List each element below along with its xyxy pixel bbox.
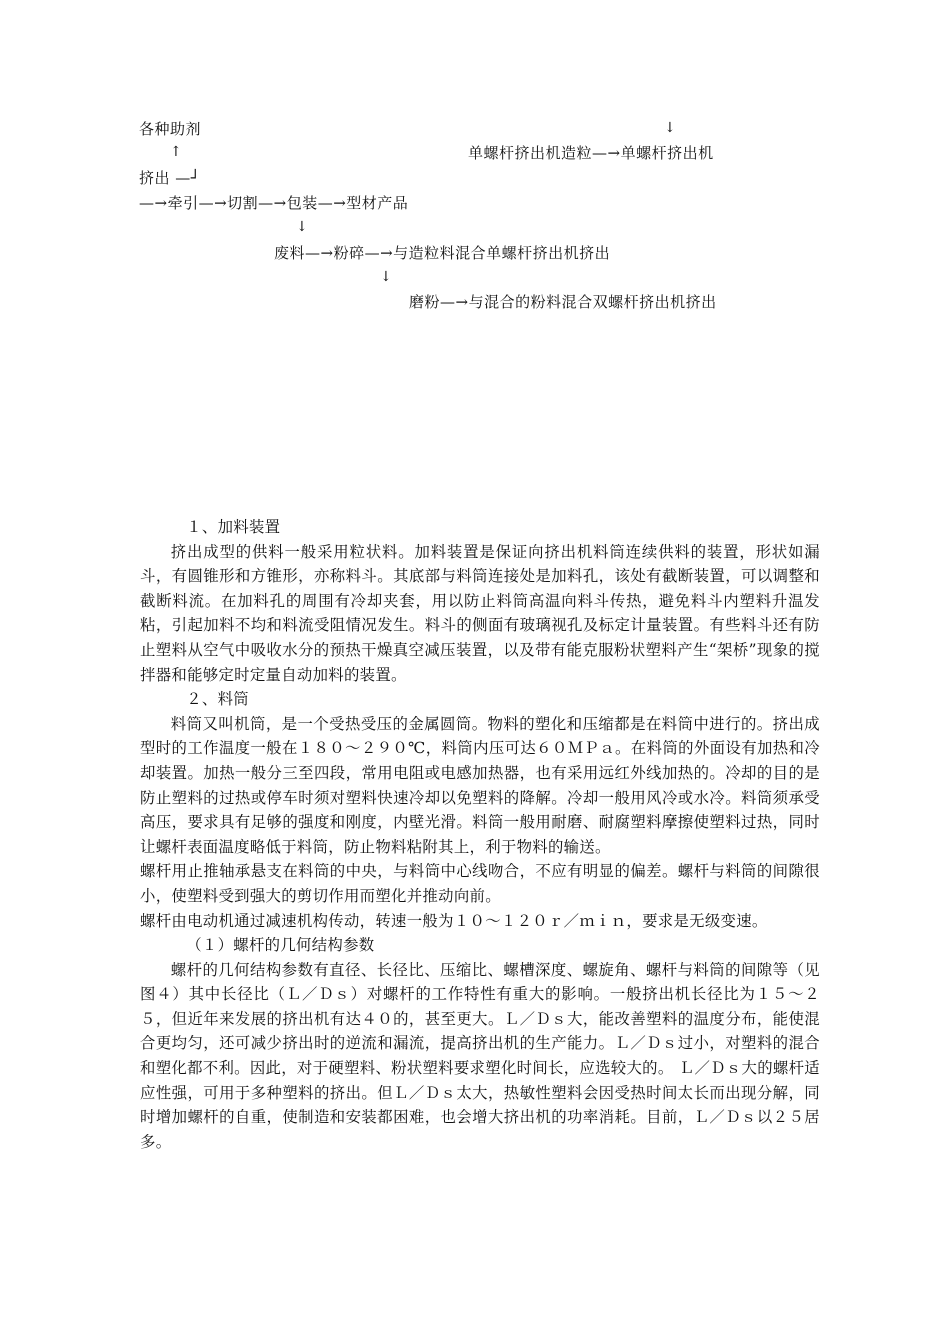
section-heading-feeding-device: １、加料装置 [186,518,281,536]
up-arrow-icon: ↑ [170,144,182,160]
paragraph-feeding-device: 挤出成型的供料一般采用粒状料。加料装置是保证向挤出机料筒连续供料的装置，形状如漏斗，有圆锥形和方锥形，亦称料斗。其底部与料筒连接处是加料孔，该处有截断装置，可以调整和截断料流。在加料孔的周围有冷却夹套，用以防止料筒高温向料斗传热，避免料斗内塑料升温发粘，引起加料不均和料流受阻情况发生。料斗的侧面有玻璃视孔及标定计量装置。有些料斗还有防止塑料从空气中吸收水分的预热干燥真空减压装置，以及带有能克服粉状塑料产生“架桥”现象的搅拌器和能够定时定量自动加料的装置。 [140,542,820,684]
section-heading-barrel: ２、料筒 [186,690,249,709]
down-arrow-icon: ↓ [664,120,676,136]
flow-line-single-screw: 单螺杆挤出机造粒—→单螺杆挤出机 [468,144,714,162]
paragraph-screw-drive: 螺杆由电动机通过减速机构传动，转速一般为１０～１２０ｒ／ｍｉｎ，要求是无级变速。 [140,911,768,930]
down-arrow-icon: ↓ [296,219,308,235]
down-arrow-icon: ↓ [380,269,392,285]
paragraph-barrel: 料筒又叫机筒，是一个受热受压的金属圆筒。物料的塑化和压缩都是在料筒中进行的。挤出成型时的工作温度一般在１８０～２９０℃，料筒内压可达６０ＭＰａ。在料筒的外面设有加热和冷却装置。加热一般分三至四段，常用电阻或电感加热器，也有采用远红外线加热的。冷却的目的是防止塑料的过热或停车时须对塑料快速冷却以免塑料的降解。冷却一般用风冷或水冷。料筒须承受高压，要求具有足够的强度和刚度，内壁光滑。料筒一般用耐磨、耐腐塑料摩擦使塑料过热，同时让螺杆表面温度略低于料筒，防止物料粘附其上，利于物料的输送。 [140,714,820,856]
flow-line-grind: 磨粉—→与混合的粉料混合双螺杆挤出机挤出 [409,293,717,311]
flow-node-extrude: 挤出 —┘ [139,169,201,187]
flow-line-waste: 废料—→粉碎—→与造粒料混合单螺杆挤出机挤出 [274,244,611,262]
section-heading-screw-geometry: （１）螺杆的几何结构参数 [186,936,375,955]
paragraph-screw-support: 螺杆用止推轴承悬支在料筒的中央，与料筒中心线吻合，不应有明显的偏差。螺杆与料筒的间隙很小，使塑料受到强大的剪切作用而塑化并推动向前。 [140,862,820,905]
paragraph-screw-geometry: 螺杆的几何结构参数有直径、长径比、压缩比、螺槽深度、螺旋角、螺杆与料筒的间隙等（见图４）其中长径比（Ｌ／Ｄｓ）对螺杆的工作特性有重大的影响。一般挤出机长径比为１５～２５，但近年来发展的挤出机有达４０的，甚至更大。Ｌ／Ｄｓ大，能改善塑料的温度分布，能使混合更均匀，还可减少挤出时的逆流和漏流，提高挤出机的生产能力。Ｌ／Ｄｓ过小，对塑料的混合和塑化都不利。因此，对于硬塑料、粉状塑料要求塑化时间长，应选较大的。 Ｌ／Ｄｓ大的螺杆适应性强，可用于多种塑料的挤出。但Ｌ／Ｄｓ太大，热敏性塑料会因受热时间太长而出现分解，同时增加螺杆的自重，使制造和安装都困难，也会增大挤出机的功率消耗。目前，Ｌ／Ｄｓ以２５居多。 [140,960,820,1151]
flow-line-main: —→牵引—→切割—→包装—→型材产品 [139,194,409,212]
document-body [140,515,820,1154]
flow-node-additives: 各种助剂 [139,120,202,138]
